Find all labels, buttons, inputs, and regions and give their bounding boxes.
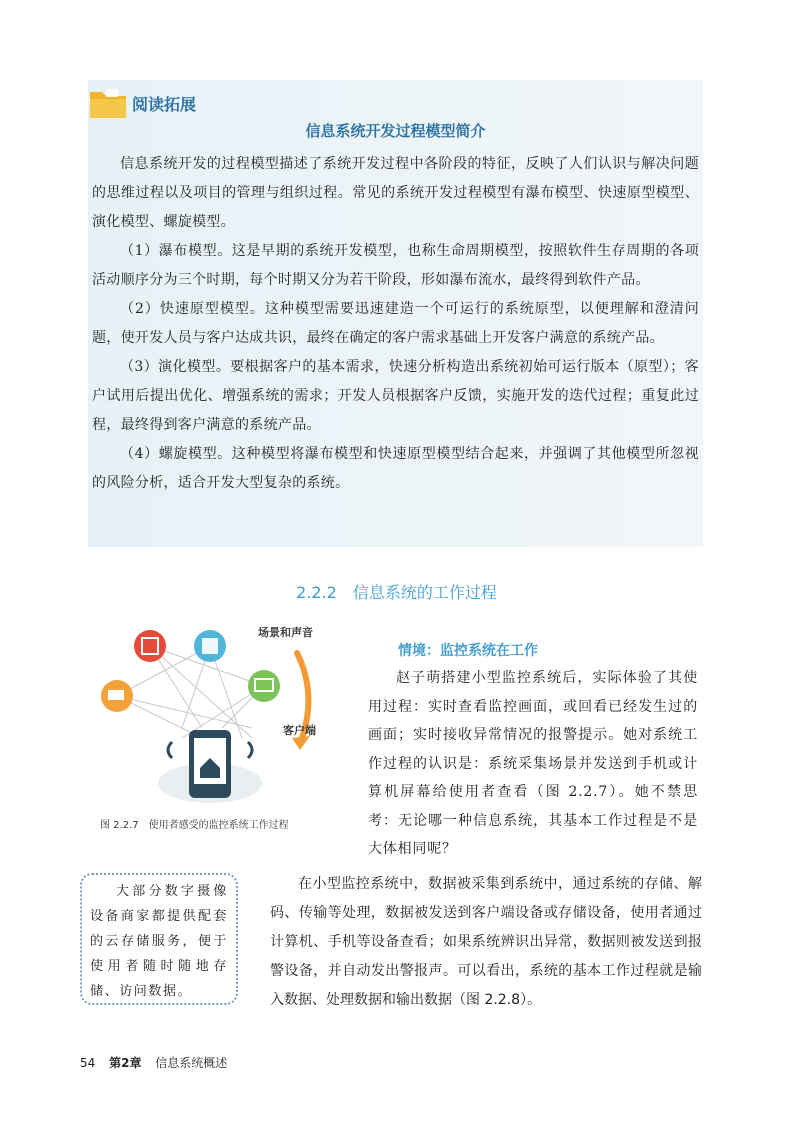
- camera-icon: [101, 680, 133, 712]
- box-body: [92, 150, 699, 498]
- chapter-title: 信息系统概述: [155, 1056, 228, 1070]
- reading-extension-box: [88, 80, 703, 547]
- side-note-text: 大部分数字摄像设备商家都提供配套的云存储服务，便于使用者随时随地存储、访问数据。: [90, 884, 228, 999]
- box-label: 阅读拓展: [132, 95, 197, 114]
- box-paragraph: 信息系统开发的过程模型描述了系统开发过程中各阶段的特征，反映了人们认识与解决问题的思维过程以及项目的管理与组织过程。常见的系统开发过程模型有瀑布模型、快速原型模型、演化模型、螺旋模型。: [92, 156, 699, 230]
- main-paragraph: 在小型监控系统中，数据被采集到系统中，通过系统的存储、解码、传输等处理，数据被发送到客户端设备或存储设备，使用者通过计算机、手机等设备查看；如果系统辨识出异常，数据则被发送到报警设备，并自动发出警报声。可以看出，系统的基本工作过程就是输入数据、处理数据和输出数据（图 2.2.8）。: [270, 876, 702, 1008]
- main-text: [270, 870, 702, 1015]
- scenario-title: 情境：监控系统在工作: [398, 643, 538, 659]
- smartphone-icon: [158, 730, 262, 803]
- scenario-text: [368, 664, 698, 864]
- page-footer: [80, 1054, 237, 1071]
- side-note: [80, 873, 238, 1005]
- label-scene-sound: 场景和声音: [258, 626, 313, 639]
- folder-icon: [88, 86, 128, 120]
- figure-caption: 图 2.2.7 使用者感受的监控系统工作过程: [100, 820, 289, 831]
- chapter-number: 第2章: [109, 1056, 142, 1070]
- box-paragraph: （3）演化模型。要根据客户的基本需求，快速分析构造出系统初始可运行版本（原型）；客户试用后提出优化、增强系统的需求；开发人员根据客户反馈，实施开发的迭代过程；重复此过程，最终得到客户满意的系统产品。: [92, 359, 699, 433]
- box-title: 信息系统开发过程模型简介: [305, 122, 486, 140]
- scenario-paragraph: 赵子萌搭建小型监控系统后，实际体验了其使用过程：实时查看监控画面，或回看已经发生过的画面；实时接收异常情况的报警提示。她对系统工作过程的认识是：系统采集场景并发送到手机或计算机屏幕给使用者查看（图 2.2.7）。她不禁思考：无论哪一种信息系统，其基本工作过程是不是大体相同呢？: [368, 670, 698, 857]
- alarm-icon: [134, 630, 166, 662]
- monitor-icon: [248, 670, 280, 702]
- section-title: 2.2.2 信息系统的工作过程: [296, 583, 497, 602]
- label-client: 客户端: [283, 724, 316, 737]
- page-number: 54: [80, 1056, 96, 1070]
- box-paragraph: （1）瀑布模型。这是早期的系统开发模型，也称生命周期模型，按照软件生存周期的各项活动顺序分为三个时期，每个时期又分为若干阶段，形如瀑布流水，最终得到软件产品。: [92, 243, 699, 288]
- box-paragraph: （4）螺旋模型。这种模型将瀑布模型和快速原型模型结合起来，并强调了其他模型所忽视的风险分析，适合开发大型复杂的系统。: [92, 446, 699, 491]
- box-paragraph: （2）快速原型模型。这种模型需要迅速建造一个可运行的系统原型，以便理解和澄清问题，使开发人员与客户达成共识，最终在确定的客户需求基础上开发客户满意的系统产品。: [92, 301, 699, 346]
- monitoring-illustration: [92, 618, 362, 808]
- storage-icon: [194, 630, 226, 662]
